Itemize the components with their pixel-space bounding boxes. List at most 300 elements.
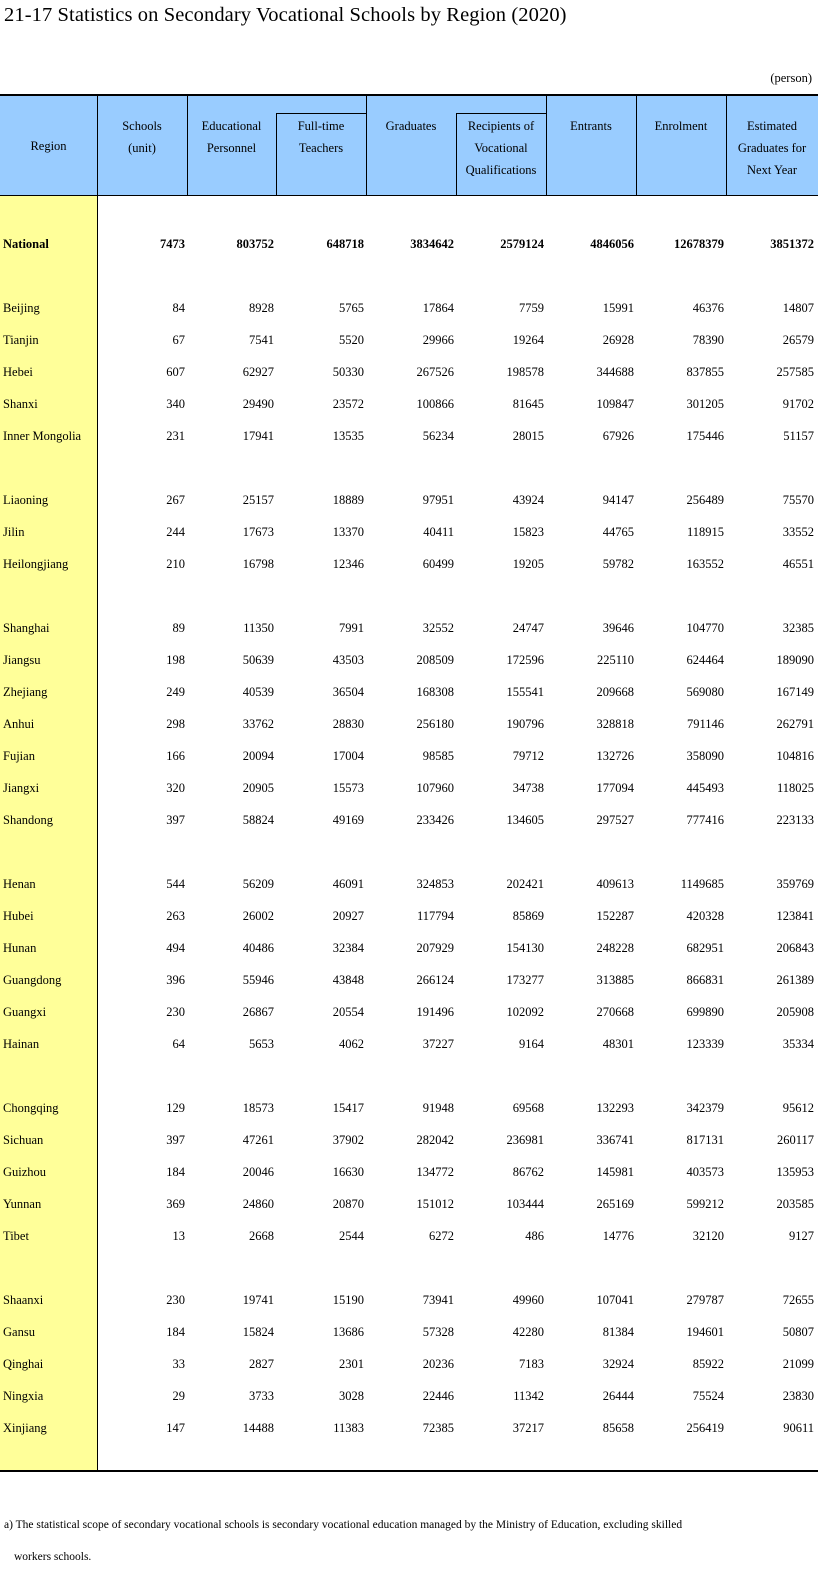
value-cell: 135953 [776, 1165, 814, 1179]
value-cell: 3733 [249, 1389, 274, 1403]
region-cell: Shaanxi [3, 1293, 44, 1307]
value-cell: 17941 [242, 429, 274, 443]
value-cell: 420328 [686, 909, 724, 923]
region-cell: Sichuan [3, 1133, 44, 1147]
value-cell: 297527 [596, 813, 634, 827]
value-cell: 11383 [333, 1421, 364, 1435]
value-cell: 33762 [242, 717, 274, 731]
value-cell: 249 [166, 685, 185, 699]
value-cell: 49169 [332, 813, 364, 827]
table-row [0, 516, 818, 548]
value-cell: 320 [166, 781, 185, 795]
value-cell: 205908 [776, 1005, 814, 1019]
region-cell: Tibet [3, 1229, 29, 1243]
value-cell: 16630 [332, 1165, 364, 1179]
value-cell: 33552 [782, 525, 814, 539]
header-schools: Schools (unit) [122, 119, 162, 155]
region-cell: Jiangxi [3, 781, 40, 795]
value-cell: 154130 [506, 941, 544, 955]
value-cell: 445493 [686, 781, 724, 795]
value-cell: 20046 [242, 1165, 274, 1179]
value-cell: 57328 [422, 1325, 454, 1339]
header-teachers: Full-time Teachers [297, 119, 345, 155]
value-cell: 5765 [339, 301, 364, 315]
table-row [0, 1220, 818, 1252]
region-cell: Beijing [3, 301, 40, 315]
value-cell: 40539 [242, 685, 274, 699]
value-cell: 46376 [692, 301, 724, 315]
region-cell: Hunan [3, 941, 37, 955]
value-cell: 2579124 [500, 237, 544, 251]
value-cell: 91948 [422, 1101, 454, 1115]
value-cell: 60499 [422, 557, 454, 571]
value-cell: 89 [172, 621, 185, 635]
region-cell: Jiangsu [3, 653, 41, 667]
value-cell: 48301 [602, 1037, 634, 1051]
table-row [0, 292, 818, 324]
value-cell: 189090 [776, 653, 814, 667]
value-cell: 2544 [339, 1229, 364, 1243]
value-cell: 191496 [416, 1005, 454, 1019]
value-cell: 43848 [332, 973, 364, 987]
region-cell: Guangdong [3, 973, 62, 987]
region-cell: Shanxi [3, 397, 38, 411]
region-cell: Hebei [3, 365, 33, 379]
value-cell: 39646 [602, 621, 634, 635]
value-cell: 73941 [422, 1293, 454, 1307]
value-cell: 184 [166, 1165, 185, 1179]
value-cell: 173277 [506, 973, 544, 987]
table-row [0, 708, 818, 740]
value-cell: 168308 [416, 685, 454, 699]
value-cell: 118025 [776, 781, 814, 795]
value-cell: 13686 [332, 1325, 364, 1339]
value-cell: 91702 [782, 397, 814, 411]
value-cell: 17864 [422, 301, 454, 315]
value-cell: 18573 [242, 1101, 274, 1115]
value-cell: 17004 [332, 749, 364, 763]
value-cell: 107960 [416, 781, 454, 795]
region-cell: Liaoning [3, 493, 49, 507]
value-cell: 166 [166, 749, 185, 763]
value-cell: 36504 [332, 685, 364, 699]
value-cell: 13535 [332, 429, 364, 443]
value-cell: 26928 [602, 333, 634, 347]
value-cell: 342379 [686, 1101, 724, 1115]
value-cell: 256489 [686, 493, 724, 507]
value-cell: 19264 [512, 333, 544, 347]
value-cell: 51157 [783, 429, 814, 443]
header-estimated: Estimated Graduates for Next Year [737, 119, 807, 177]
value-cell: 32385 [782, 621, 814, 635]
value-cell: 7541 [249, 333, 274, 347]
value-cell: 75524 [692, 1389, 724, 1403]
table-row [0, 1316, 818, 1348]
value-cell: 18889 [332, 493, 364, 507]
region-cell: Tianjin [3, 333, 39, 347]
value-cell: 34738 [512, 781, 544, 795]
value-cell: 132293 [596, 1101, 634, 1115]
value-cell: 29 [172, 1389, 185, 1403]
value-cell: 86762 [512, 1165, 544, 1179]
table-row [0, 772, 818, 804]
value-cell: 8928 [249, 301, 274, 315]
value-cell: 43924 [512, 493, 544, 507]
value-cell: 81645 [512, 397, 544, 411]
value-cell: 340 [166, 397, 185, 411]
value-cell: 26444 [602, 1389, 634, 1403]
header-personnel: Educational Personnel [201, 119, 262, 155]
value-cell: 4062 [339, 1037, 364, 1051]
value-cell: 202421 [506, 877, 544, 891]
value-cell: 190796 [506, 717, 544, 731]
value-cell: 33 [172, 1357, 185, 1371]
header-region: Region [30, 139, 67, 153]
table-row [0, 1412, 818, 1444]
value-cell: 81384 [602, 1325, 634, 1339]
value-cell: 244 [166, 525, 185, 539]
table-row [0, 1092, 818, 1124]
value-cell: 3834642 [410, 237, 454, 251]
value-cell: 72385 [422, 1421, 454, 1435]
value-cell: 261389 [776, 973, 814, 987]
value-cell: 279787 [686, 1293, 724, 1307]
table-row [0, 1028, 818, 1060]
value-cell: 20905 [242, 781, 274, 795]
value-cell: 409613 [596, 877, 634, 891]
value-cell: 37902 [332, 1133, 364, 1147]
value-cell: 134772 [416, 1165, 454, 1179]
region-cell: Heilongjiang [3, 557, 69, 571]
value-cell: 23572 [332, 397, 364, 411]
value-cell: 167149 [776, 685, 814, 699]
value-cell: 369 [166, 1197, 185, 1211]
value-cell: 42280 [512, 1325, 544, 1339]
value-cell: 37217 [512, 1421, 544, 1435]
value-cell: 19741 [242, 1293, 274, 1307]
value-cell: 256419 [686, 1421, 724, 1435]
table-row [0, 644, 818, 676]
value-cell: 26579 [782, 333, 814, 347]
value-cell: 358090 [686, 749, 724, 763]
value-cell: 230 [166, 1005, 185, 1019]
value-cell: 20870 [332, 1197, 364, 1211]
table-row [0, 964, 818, 996]
value-cell: 699890 [686, 1005, 724, 1019]
table-row [0, 1380, 818, 1412]
value-cell: 22446 [422, 1389, 454, 1403]
value-cell: 7991 [339, 621, 364, 635]
value-cell: 46091 [332, 877, 364, 891]
table-row [0, 484, 818, 516]
value-cell: 396 [166, 973, 185, 987]
value-cell: 102092 [506, 1005, 544, 1019]
value-cell: 84 [172, 301, 185, 315]
value-cell: 40486 [242, 941, 274, 955]
value-cell: 267526 [416, 365, 454, 379]
table-row [0, 1348, 818, 1380]
value-cell: 56234 [422, 429, 454, 443]
value-cell: 79712 [512, 749, 544, 763]
table-row [0, 420, 818, 452]
value-cell: 791146 [686, 717, 724, 731]
value-cell: 25157 [242, 493, 274, 507]
table-row [0, 868, 818, 900]
region-cell: Gansu [3, 1325, 35, 1339]
value-cell: 682951 [686, 941, 724, 955]
value-cell: 123841 [776, 909, 814, 923]
value-cell: 7473 [160, 237, 185, 251]
value-cell: 32120 [692, 1229, 724, 1243]
value-cell: 67926 [602, 429, 634, 443]
table-row [0, 388, 818, 420]
value-cell: 198 [166, 653, 185, 667]
value-cell: 233426 [416, 813, 454, 827]
value-cell: 20236 [422, 1357, 454, 1371]
table-row [0, 1284, 818, 1316]
value-cell: 107041 [596, 1293, 634, 1307]
value-cell: 95612 [782, 1101, 814, 1115]
value-cell: 282042 [416, 1133, 454, 1147]
value-cell: 15190 [332, 1293, 364, 1307]
value-cell: 24747 [512, 621, 544, 635]
value-cell: 313885 [596, 973, 634, 987]
value-cell: 230 [166, 1293, 185, 1307]
value-cell: 206843 [776, 941, 814, 955]
value-cell: 14488 [242, 1421, 274, 1435]
value-cell: 55946 [242, 973, 274, 987]
value-cell: 29490 [242, 397, 274, 411]
value-cell: 328818 [596, 717, 634, 731]
value-cell: 72655 [782, 1293, 814, 1307]
value-cell: 64 [172, 1037, 185, 1051]
value-cell: 262791 [776, 717, 814, 731]
value-cell: 2301 [339, 1357, 364, 1371]
value-cell: 47261 [242, 1133, 274, 1147]
value-cell: 569080 [686, 685, 724, 699]
value-cell: 67 [172, 333, 185, 347]
header-entrants: Entrants [570, 119, 612, 133]
footnote-line: workers schools. [14, 1551, 92, 1563]
value-cell: 13 [172, 1229, 185, 1243]
value-cell: 78390 [692, 333, 724, 347]
value-cell: 324853 [416, 877, 454, 891]
region-cell: Zhejiang [3, 685, 48, 699]
region-cell: Inner Mongolia [3, 429, 82, 443]
value-cell: 336741 [596, 1133, 634, 1147]
value-cell: 837855 [686, 365, 724, 379]
value-cell: 12678379 [674, 237, 724, 251]
value-cell: 35334 [782, 1037, 814, 1051]
region-cell: Xinjiang [3, 1421, 47, 1435]
value-cell: 14776 [602, 1229, 634, 1243]
value-cell: 266124 [416, 973, 454, 987]
value-cell: 248228 [596, 941, 634, 955]
value-cell: 94147 [602, 493, 634, 507]
table-row [0, 900, 818, 932]
footnote [4, 1509, 804, 1573]
value-cell: 104816 [776, 749, 814, 763]
region-cell: Chongqing [3, 1101, 59, 1115]
subheader-divider [276, 113, 366, 114]
value-cell: 7183 [519, 1357, 544, 1371]
header-recipients: Recipients of Vocational Qualifications [465, 119, 537, 177]
value-cell: 20554 [332, 1005, 364, 1019]
value-cell: 486 [525, 1229, 544, 1243]
value-cell: 260117 [776, 1133, 814, 1147]
value-cell: 19205 [512, 557, 544, 571]
value-cell: 37227 [422, 1037, 454, 1051]
value-cell: 777416 [686, 813, 724, 827]
column-divider [366, 96, 367, 196]
value-cell: 607 [166, 365, 185, 379]
value-cell: 397 [166, 813, 185, 827]
region-cell: Fujian [3, 749, 35, 763]
value-cell: 29966 [422, 333, 454, 347]
region-cell: Guizhou [3, 1165, 47, 1179]
value-cell: 24860 [242, 1197, 274, 1211]
region-cell: Shanghai [3, 621, 50, 635]
value-cell: 132726 [596, 749, 634, 763]
value-cell: 3851372 [770, 237, 814, 251]
value-cell: 117794 [416, 909, 454, 923]
region-cell: Henan [3, 877, 36, 891]
value-cell: 28015 [512, 429, 544, 443]
region-cell: Qinghai [3, 1357, 44, 1371]
value-cell: 50639 [242, 653, 274, 667]
region-cell: Guangxi [3, 1005, 47, 1019]
table-row [0, 932, 818, 964]
value-cell: 14807 [782, 301, 814, 315]
value-cell: 866831 [686, 973, 724, 987]
value-cell: 85922 [692, 1357, 724, 1371]
unit-label: (person) [770, 71, 812, 85]
value-cell: 20094 [242, 749, 274, 763]
value-cell: 13370 [332, 525, 364, 539]
value-cell: 265169 [596, 1197, 634, 1211]
table-row [0, 324, 818, 356]
value-cell: 198578 [506, 365, 544, 379]
value-cell: 15573 [332, 781, 364, 795]
value-cell: 267 [166, 493, 185, 507]
value-cell: 134605 [506, 813, 544, 827]
value-cell: 9164 [519, 1037, 544, 1051]
value-cell: 155541 [506, 685, 544, 699]
value-cell: 15991 [602, 301, 634, 315]
value-cell: 5653 [249, 1037, 274, 1051]
value-cell: 15823 [512, 525, 544, 539]
value-cell: 98585 [422, 749, 454, 763]
region-cell: Hainan [3, 1037, 40, 1051]
value-cell: 5520 [339, 333, 364, 347]
value-cell: 803752 [236, 237, 274, 251]
value-cell: 403573 [686, 1165, 724, 1179]
value-cell: 184 [166, 1325, 185, 1339]
region-cell: National [3, 237, 49, 251]
table-row [0, 996, 818, 1028]
region-cell: Hubei [3, 909, 34, 923]
value-cell: 16798 [242, 557, 274, 571]
value-cell: 44765 [602, 525, 634, 539]
footnote-line: a) The statistical scope of secondary vocational schools is secondary vocational education managed by the Ministry of Education, excluding skilled [4, 1519, 683, 1531]
value-cell: 263 [166, 909, 185, 923]
table-row [0, 1188, 818, 1220]
value-cell: 298 [166, 717, 185, 731]
value-cell: 3028 [339, 1389, 364, 1403]
value-cell: 75570 [782, 493, 814, 507]
value-cell: 210 [166, 557, 185, 571]
value-cell: 9127 [789, 1229, 814, 1243]
table-row [0, 740, 818, 772]
value-cell: 4846056 [590, 237, 634, 251]
value-cell: 544 [166, 877, 185, 891]
value-cell: 21099 [782, 1357, 814, 1371]
value-cell: 624464 [686, 653, 724, 667]
value-cell: 208509 [416, 653, 454, 667]
value-cell: 28830 [332, 717, 364, 731]
value-cell: 257585 [776, 365, 814, 379]
table-row [0, 676, 818, 708]
value-cell: 15417 [332, 1101, 364, 1115]
value-cell: 177094 [596, 781, 634, 795]
value-cell: 15824 [242, 1325, 274, 1339]
value-cell: 397 [166, 1133, 185, 1147]
value-cell: 109847 [596, 397, 634, 411]
region-cell: Ningxia [3, 1389, 44, 1403]
table-row [0, 804, 818, 836]
value-cell: 223133 [776, 813, 814, 827]
value-cell: 43503 [332, 653, 364, 667]
value-cell: 23830 [782, 1389, 814, 1403]
value-cell: 163552 [686, 557, 724, 571]
region-cell: Anhui [3, 717, 35, 731]
value-cell: 151012 [416, 1197, 454, 1211]
value-cell: 145981 [596, 1165, 634, 1179]
value-cell: 100866 [416, 397, 454, 411]
value-cell: 2668 [249, 1229, 274, 1243]
value-cell: 97951 [422, 493, 454, 507]
value-cell: 231 [166, 429, 185, 443]
value-cell: 85658 [602, 1421, 634, 1435]
value-cell: 359769 [776, 877, 814, 891]
region-cell: Yunnan [3, 1197, 42, 1211]
value-cell: 152287 [596, 909, 634, 923]
value-cell: 270668 [596, 1005, 634, 1019]
column-divider [546, 96, 547, 196]
value-cell: 7759 [519, 301, 544, 315]
value-cell: 56209 [242, 877, 274, 891]
value-cell: 69568 [512, 1101, 544, 1115]
value-cell: 103444 [506, 1197, 544, 1211]
value-cell: 32924 [602, 1357, 634, 1371]
table-row [0, 1156, 818, 1188]
value-cell: 256180 [416, 717, 454, 731]
value-cell: 32552 [422, 621, 454, 635]
value-cell: 123339 [686, 1037, 724, 1051]
value-cell: 46551 [782, 557, 814, 571]
subheader-divider [456, 113, 546, 114]
table-row [0, 1124, 818, 1156]
value-cell: 129 [166, 1101, 185, 1115]
value-cell: 175446 [686, 429, 724, 443]
region-cell: Shandong [3, 813, 53, 827]
value-cell: 172596 [506, 653, 544, 667]
value-cell: 12346 [332, 557, 364, 571]
column-divider [636, 96, 637, 196]
value-cell: 209668 [596, 685, 634, 699]
value-cell: 236981 [506, 1133, 544, 1147]
value-cell: 90611 [783, 1421, 814, 1435]
